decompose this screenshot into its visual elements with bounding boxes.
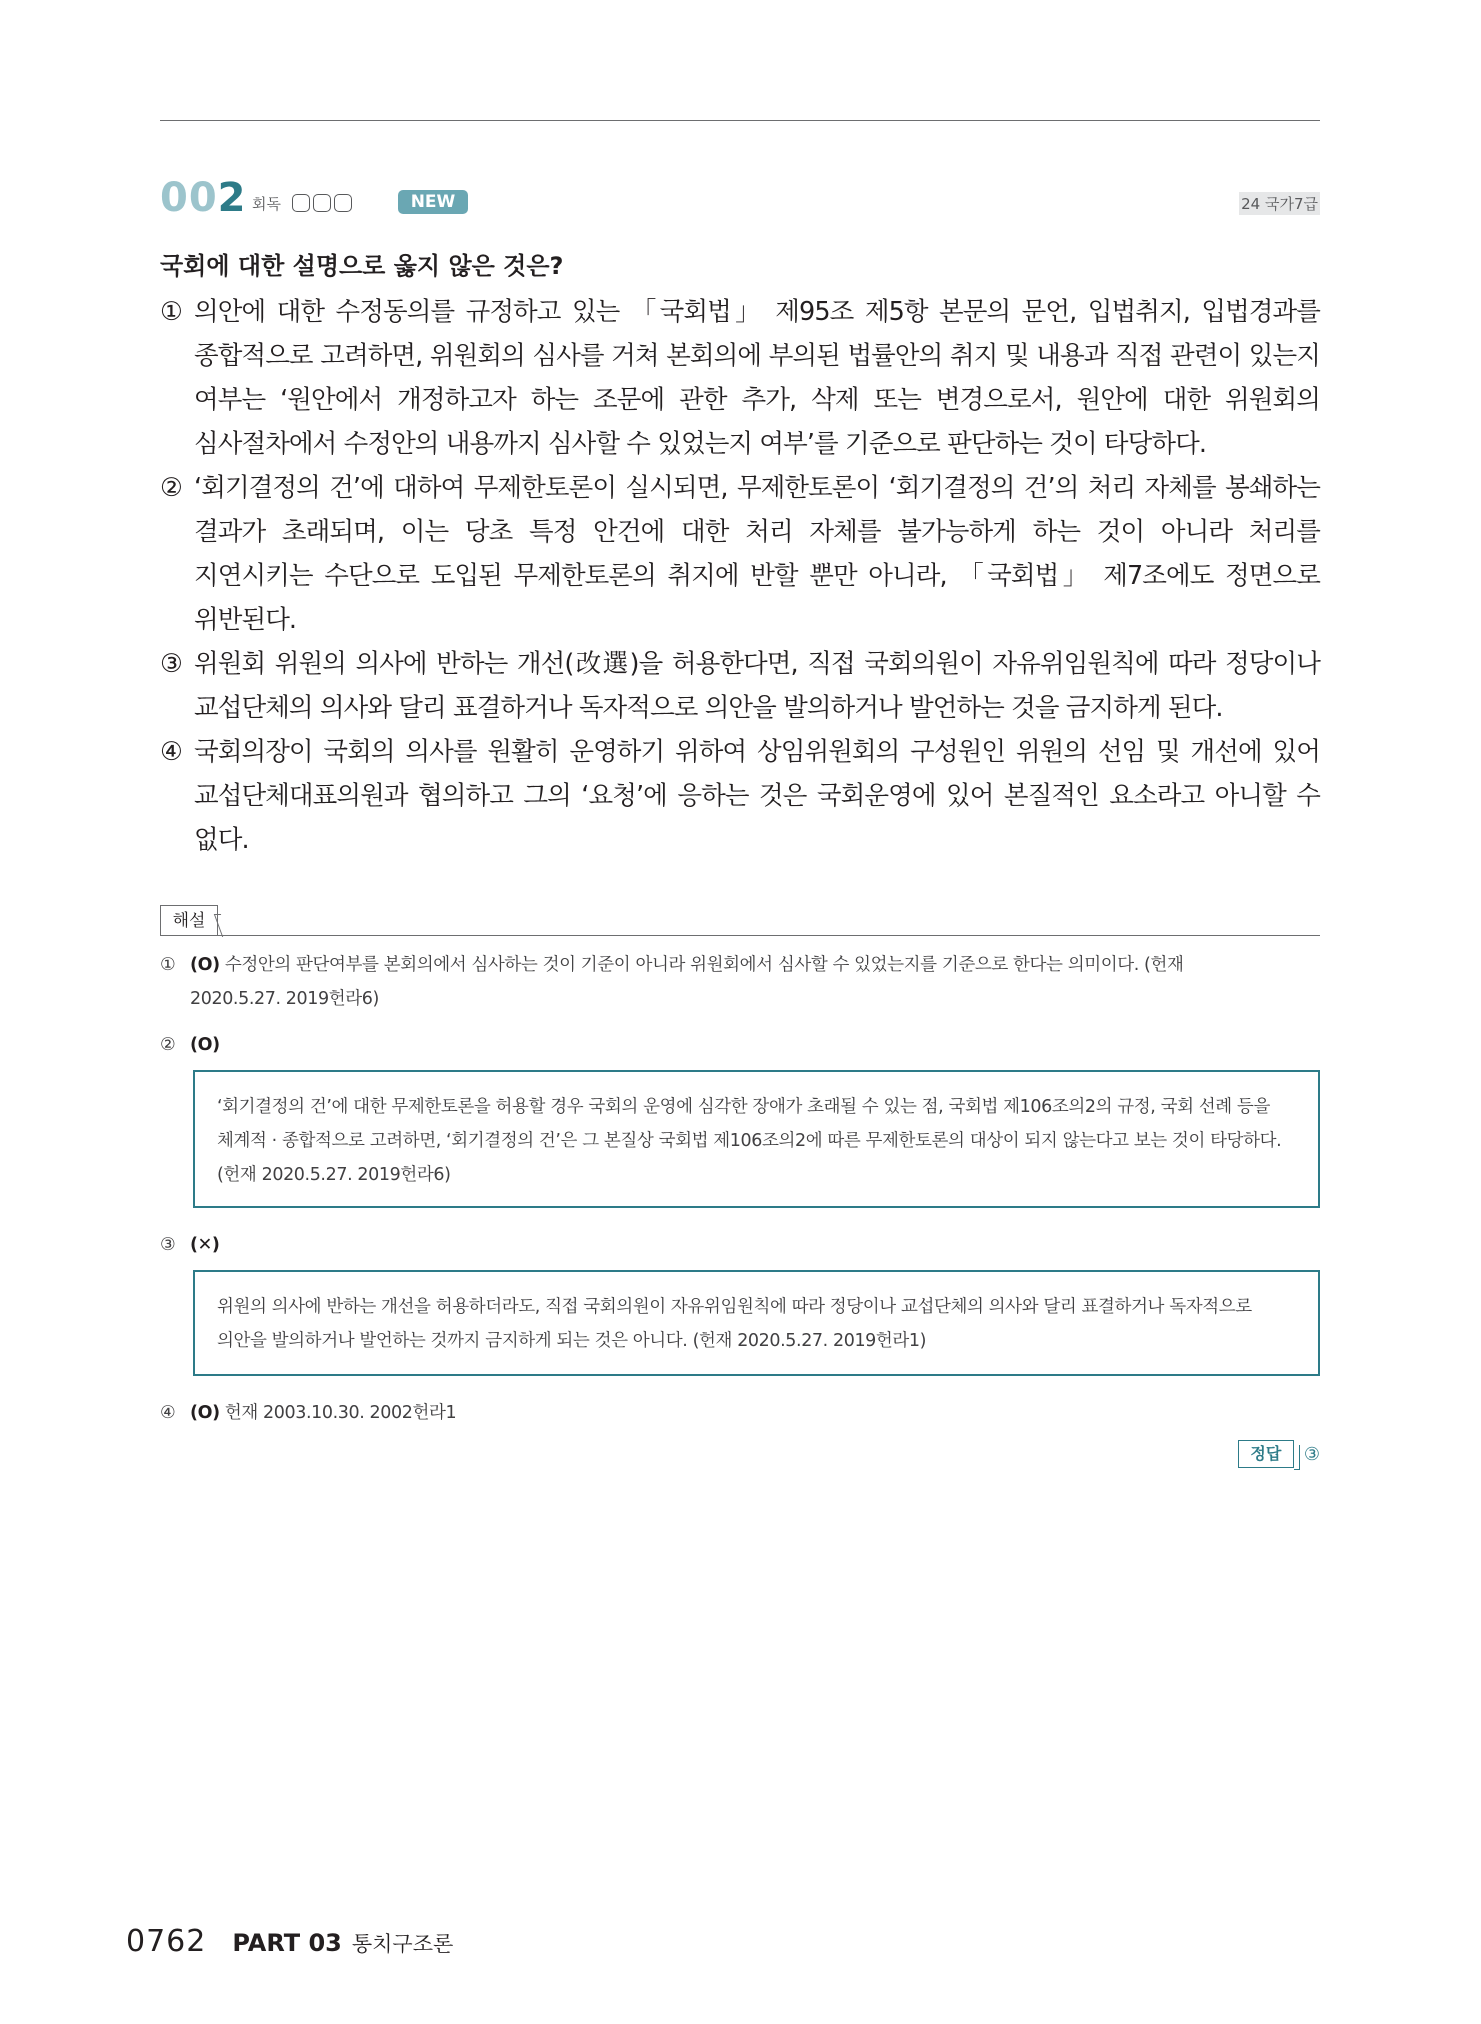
explanation-1 [160,948,1320,1016]
option-3 [160,642,1320,730]
option-1 [160,290,1320,466]
explanation-mark: (✕) [190,1235,220,1255]
part-label: PART 03 [232,1929,342,1957]
option-text: ‘회기결정의 건’에 대하여 무제한토론이 실시되면, 무제한토론이 ‘회기결정의 건’의 처리 자체를 봉쇄하는 결과가 초래되며, 이는 당초 특정 안건에 대한 처리 자체를 불가능하게 하는 것이 아니라 처리를 지연시키는 수단으로 도입된 무제한토론의 취지에 반할 뿐만 아니라, 「국회법」 제7조에도 정면으로 위반된다. [194,473,1320,635]
chapter-title: 통치구조론 [351,1932,454,1956]
answer-options [160,290,1320,862]
option-text: 국회의장이 국회의 의사를 원활히 운영하기 위하여 상임위원회의 구성원인 위원의 선임 및 개선에 있어 교섭단체대표의원과 협의하고 그의 ‘요청’에 응하는 것은 국회운영에 있어 본질적인 요소라고 아니할 수 없다. [194,737,1320,855]
option-number: ② [160,473,182,503]
review-checkbox[interactable] [292,194,310,212]
answer-label: 정답 [1238,1440,1294,1468]
review-checkbox[interactable] [334,194,352,212]
explanation-header [160,905,1320,935]
explanation-2 [160,1028,220,1062]
answer-box [1238,1440,1320,1470]
explanation-number: ④ [160,1403,176,1423]
page-footer [126,1924,453,1964]
explanation-4 [160,1396,456,1430]
explanation-text-continued: 2020.5.27. 2019헌라6) [190,989,379,1009]
question-text: 국회에 대한 설명으로 옳지 않은 것은? [160,252,564,280]
option-text: 의안에 대한 수정동의를 규정하고 있는 「국회법」 제95조 제5항 본문의 문언, 입법취지, 입법경과를 종합적으로 고려하면, 위원회의 심사를 거쳐 본회의에 부의된 법률안의 취지 및 내용과 직접 관련이 있는지 여부는 ‘원안에서 개정하고자 하는 조문에 관한 추가, 삭제 또는 변경으로서, 원안에 대한 위원회의 심사절차에서 수정안의 내용까지 심사할 수 있었는지 여부’를 기준으로 판단하는 것이 타당하다. [194,297,1320,459]
explanation-3 [160,1228,219,1262]
exam-source-tag: 24 국가7급 [1239,192,1320,215]
explanation-mark: (O) [190,1403,220,1423]
option-number: ④ [160,737,182,767]
new-badge: NEW [398,190,468,214]
question-number [160,175,247,221]
explanation-number: ② [160,1035,176,1055]
precedent-quote-box: 위원의 의사에 반하는 개선을 허용하더라도, 직접 국회의원이 자유위임원칙에 따라 정당이나 교섭단체의 의사와 달리 표결하거나 독자적으로 의안을 발의하거나 발언하는 것까지 금지하게 되는 것은 아니다. (헌재 2020.5.27. 2019헌라1) [193,1270,1320,1376]
top-rule [160,120,1320,121]
question-header [160,175,1320,221]
question-number-prefix: 00 [160,175,218,221]
explanation-label: 해설 [160,905,218,935]
option-4 [160,730,1320,862]
precedent-quote-box: ‘회기결정의 건’에 대한 무제한토론을 허용할 경우 국회의 운영에 심각한 장애가 초래될 수 있는 점, 국회법 제106조의2의 규정, 국회 선례 등을 체계적 · 종합적으로 고려하면, ‘회기결정의 건’은 그 본질상 국회법 제106조의2에 따른 무제한토론의 대상이 되지 않는다고 보는 것이 타당하다. (헌재 2020.5.27. 2019헌라6) [193,1070,1320,1208]
page-number: 0762 [126,1924,207,1959]
option-text: 위원회 위원의 의사에 반하는 개선(改選)을 허용한다면, 직접 국회의원이 자유위임원칙에 따라 정당이나 교섭단체의 의사와 달리 표결하거나 독자적으로 의안을 발의하거나 발언하는 것을 금지하게 된다. [194,649,1320,723]
option-number: ③ [160,649,182,679]
review-checkbox[interactable] [313,194,331,212]
question-number-last: 2 [217,175,247,221]
explanation-text: 헌재 2003.10.30. 2002헌라1 [224,1403,457,1423]
option-2 [160,466,1320,642]
review-checkboxes [292,194,355,216]
answer-value: ③ [1303,1443,1320,1465]
explanation-rule [160,935,1320,936]
explanation-number: ① [160,955,176,975]
review-count-label: 회독 [252,195,281,213]
explanation-text: 수정안의 판단여부를 본회의에서 심사하는 것이 기준이 아니라 위원회에서 심사할 수 있었는지를 기준으로 한다는 의미이다. (헌재 [224,955,1184,975]
explanation-mark: (O) [190,955,220,975]
explanation-number: ③ [160,1235,176,1255]
option-number: ① [160,297,182,327]
explanation-mark: (O) [190,1035,220,1055]
